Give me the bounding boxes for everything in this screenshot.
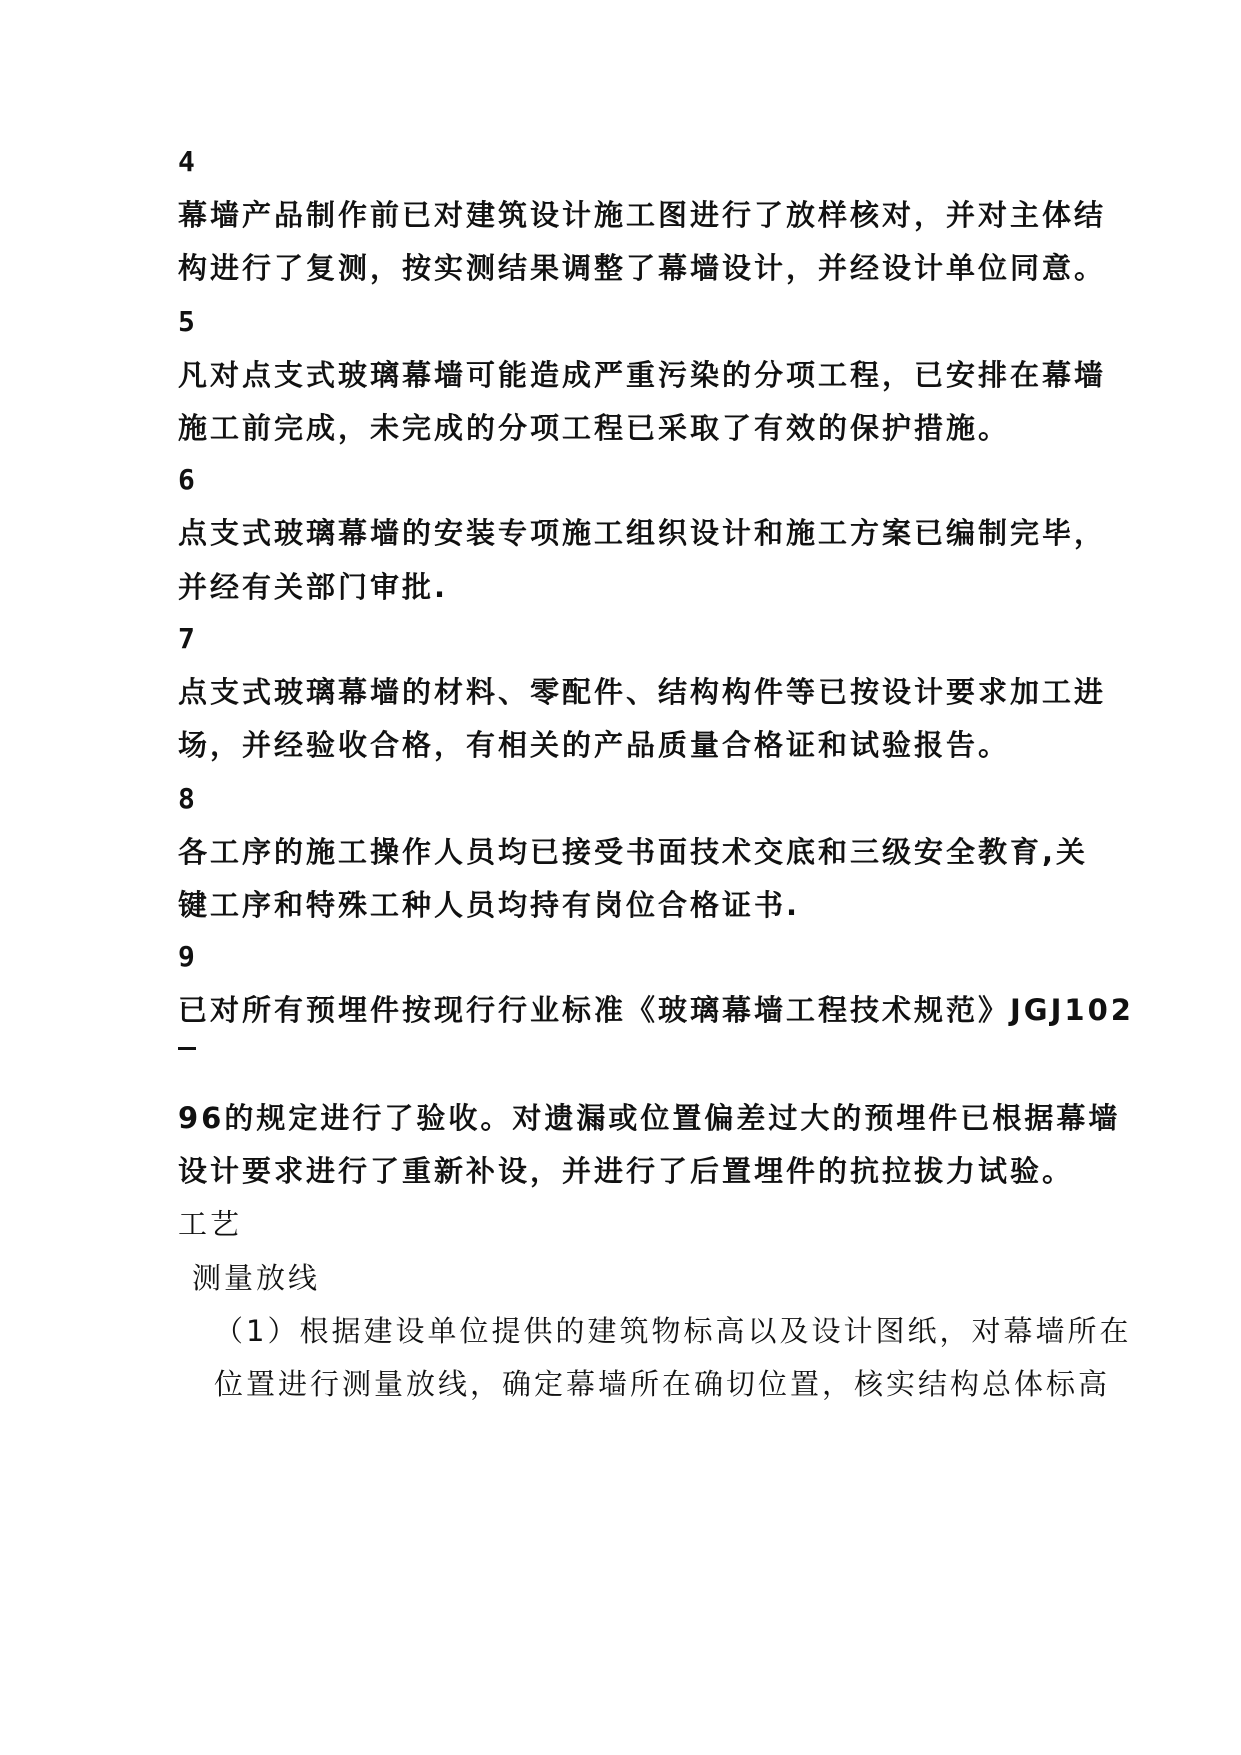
item-number: 8 <box>178 782 195 815</box>
item-text-line: 各工序的施工操作人员均已接受书面技术交底和三级安全教育,关 <box>178 835 1089 869</box>
item-number: 7 <box>178 622 195 655</box>
item-text-line: 并经有关部门审批. <box>178 570 449 604</box>
item-text-line: 设计要求进行了重新补设，并进行了后置埋件的抗拉拔力试验。 <box>178 1154 1075 1188</box>
item-text-line: 施工前完成，未完成的分项工程已采取了有效的保护措施。 <box>178 411 1011 445</box>
item-number: 9 <box>178 940 195 973</box>
item-text-line: 构进行了复测，按实测结果调整了幕墙设计，并经设计单位同意。 <box>178 251 1107 285</box>
step-text-line: 位置进行测量放线，确定幕墙所在确切位置，核实结构总体标高 <box>214 1367 1111 1401</box>
item-text-line: 场，并经验收合格，有相关的产品质量合格证和试验报告。 <box>178 728 1011 762</box>
step-text-line: （1）根据建设单位提供的建筑物标高以及设计图纸，对幕墙所在 <box>214 1314 1132 1348</box>
item-text-line: 96的规定进行了验收。对遗漏或位置偏差过大的预埋件已根据幕墙 <box>178 1101 1121 1135</box>
item-text-line: 点支式玻璃幕墙的安装专项施工组织设计和施工方案已编制完毕， <box>178 516 1107 550</box>
item-number: 4 <box>178 145 195 178</box>
line-dash <box>178 1047 196 1050</box>
subsection-title: 测量放线 <box>192 1261 321 1295</box>
item-number: 6 <box>178 463 195 496</box>
section-title: 工艺 <box>178 1207 243 1241</box>
item-text-line: 幕墙产品制作前已对建筑设计施工图进行了放样核对，并对主体结 <box>178 198 1107 232</box>
item-number: 5 <box>178 305 195 338</box>
item-text-line: 点支式玻璃幕墙的材料、零配件、结构构件等已按设计要求加工进 <box>178 675 1107 709</box>
item-text-line: 键工序和特殊工种人员均持有岗位合格证书. <box>178 888 801 922</box>
item-text-line: 已对所有预埋件按现行行业标准《玻璃幕墙工程技术规范》JGJ102 <box>178 993 1134 1027</box>
item-text-line: 凡对点支式玻璃幕墙可能造成严重污染的分项工程，已安排在幕墙 <box>178 358 1107 392</box>
